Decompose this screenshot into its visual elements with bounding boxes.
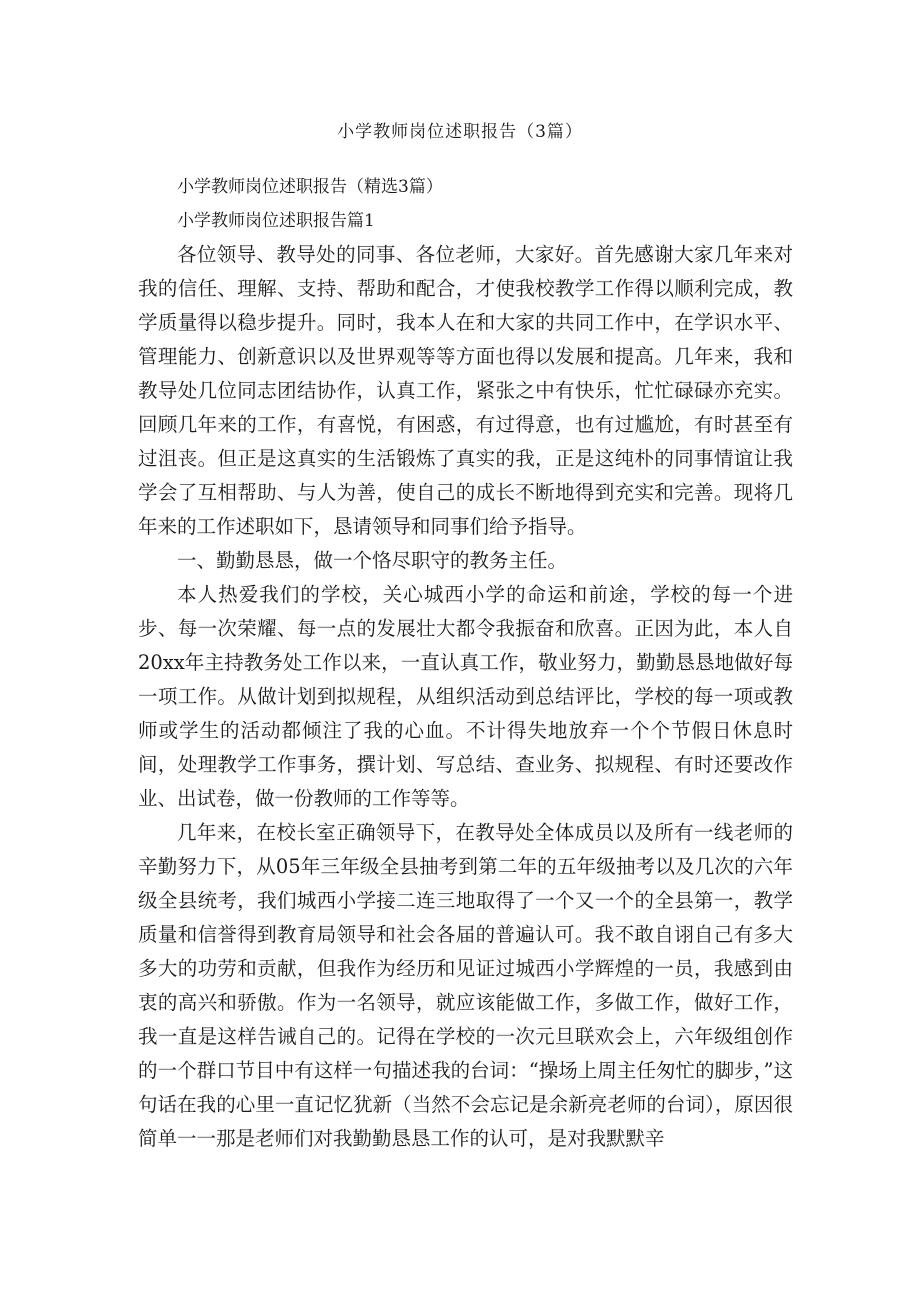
document-body [138,170,793,1156]
section-heading: 小学教师岗位述职报告篇1 [177,211,375,231]
document-title: 小学教师岗位述职报告（3篇） [337,122,583,142]
paragraph-dedication: 本人热爱我们的学校，关心城西小学的命运和前途，学校的每一个进步、每一次荣耀、每一点的发展壮大都令我振奋和欣喜。正因为此，本人自20xx年主持教务处工作以来，一直认真工作，敬业努力，勤勤恳恳地做好每一项工作。从做计划到拟规程，从组织活动到总结评比，学校的每一项或教师或学生的活动都倾注了我的心血。不计得失地放弃一个个节假日休息时间，处理教学工作事务，撰计划、写总结、查业务、拟规程、有时还要改作业、出试卷，做一份教师的工作等等。 [138,583,793,810]
document-subtitle: 小学教师岗位述职报告（精选3篇） [177,177,443,197]
paragraph-heading-one: 一、勤勤恳恳，做一个恪尽职守的教务主任。 [177,549,568,572]
paragraph-achievements: 几年来，在校长室正确领导下，在教导处全体成员以及所有一线老师的辛勤努力下，从05年三年级全县抽考到第二年的五年级抽考以及几次的六年级全县统考，我们城西小学接二连三地取得了一个又一个的全县第一，教学质量和信誉得到教育局领导和社会各届的普遍认可。我不敢自诩自己有多大多大的功劳和贡献，但我作为经历和见证过城西小学辉煌的一员，我感到由衷的高兴和骄傲。作为一名领导，就应该能做工作，多做工作，做好工作，我一直是这样告诫自己的。记得在学校的一次元旦联欢会上，六年级组创作的一个群口节目中有这样一句描述我的台词：“操场上周主任匆忙的脚步，”这句话在我的心里一直记忆犹新（当然不会忘记是余新亮老师的台词），原因很简单一一那是老师们对我勤勤恳恳工作的认可，是对我默默辛 [138,821,793,1150]
paragraph-greeting: 各位领导、教导处的同事、各位老师，大家好。首先感谢大家几年来对我的信任、理解、支持、帮助和配合，才使我校教学工作得以顺利完成，教学质量得以稳步提升。同时，我本人在和大家的共同工作中，在学识水平、管理能力、创新意识以及世界观等等方面也得以发展和提高。几年来，我和教导处几位同志团结协作，认真工作，紧张之中有快乐，忙忙碌碌亦充实。回顾几年来的工作，有喜悦，有困惑，有过得意，也有过尴尬，有时甚至有过沮丧。但正是这真实的生活锻炼了真实的我，正是这纯朴的同事情谊让我学会了互相帮助、与人为善，使自己的成长不断地得到充实和完善。现将几年来的工作述职如下，恳请领导和同事们给予指导。 [138,243,793,538]
